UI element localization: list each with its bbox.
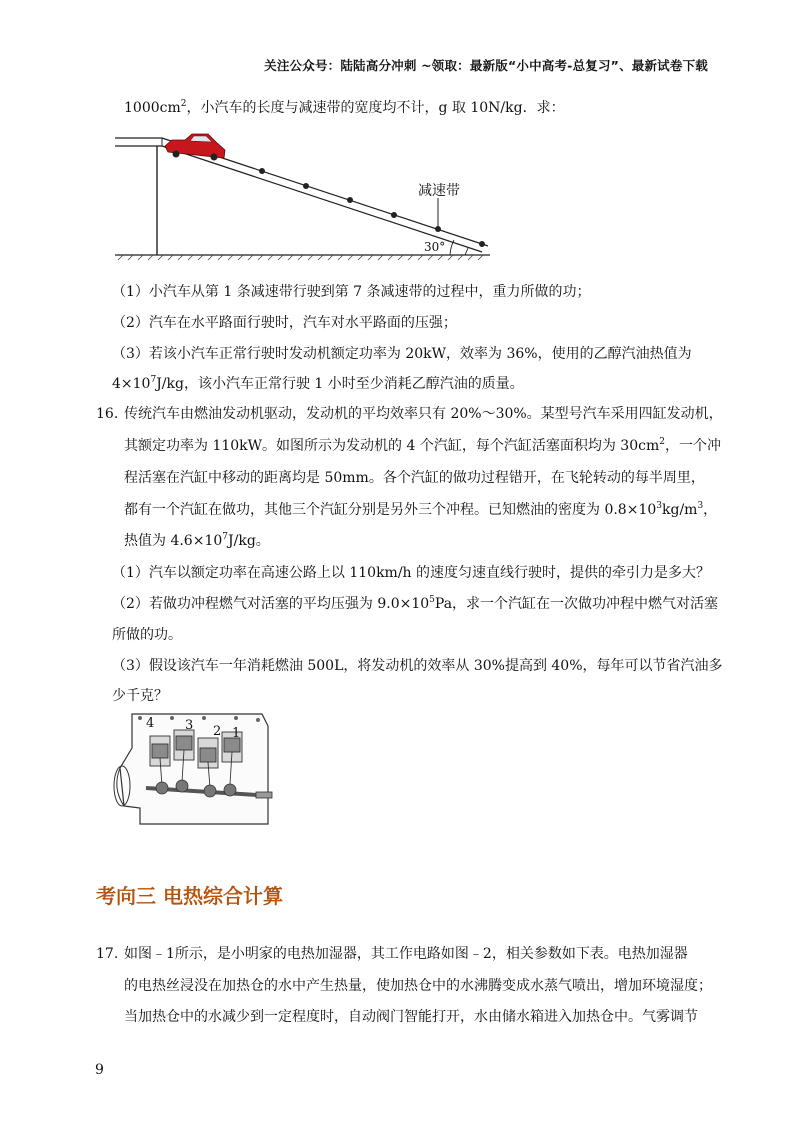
q17-line1: 如图﹣1所示，是小明家的电热加湿器，其工作电路如图﹣2，相关参数如下表。电热加湿器 (124, 946, 688, 962)
q16-line1: 传统汽车由燃油发动机驱动，发动机的平均效率只有 20%～30%。某型号汽车采用四缸发动机， (124, 406, 723, 422)
q15-part2: （2）汽车在水平路面行驶时，汽车对水平路面的压强； (112, 315, 457, 331)
q16-part2-line2: 所做的功。 (112, 627, 182, 643)
angle-label: 30° (424, 240, 446, 254)
section-title: 考向三 电热综合计算 (96, 884, 283, 908)
q16-line4: 都有一个汽缸在做功，其他三个汽缸分别是另外三个冲程。已知燃油的密度为 $0.8\times 10^3kg/m^3$， (124, 501, 718, 518)
page-header: 关注公众号：陆陆高分冲刺 ~领取：最新版“小中高考-总复习”、最新试卷下载 (264, 58, 708, 73)
q15-part3-line1: （3）若该小汽车正常行驶时发动机额定功率为 20kW，效率为 36%，使用的乙醇汽油热值为 (112, 346, 692, 362)
q15-part3-line2: $4\times 10^7J/kg$，该小汽车正常行驶 1 小时至少消耗乙醇汽油的质量。 (112, 375, 524, 392)
page-number: 9 (95, 1062, 104, 1078)
q15-part1: （1）小汽车从第 1 条减速带行驶到第 7 条减速带的过程中，重力所做的功； (112, 284, 591, 300)
q17-line3: 当加热仓中的水减少到一定程度时，自动阀门智能打开，水由储水箱进入加热仓中。气雾调节 (124, 1009, 698, 1025)
q17-line2: 的电热丝浸没在加热仓的水中产生热量，使加热仓中的水沸腾变成水蒸气喷出，增加环境湿度； (124, 978, 712, 994)
q15-intro: $1000cm^2$，小汽车的长度与减速带的宽度均不计，g 取 10N/kg．求： (124, 99, 565, 116)
cylinder-label-2: 2 (213, 724, 222, 739)
q16-number: 16. (96, 406, 119, 422)
cylinder-label-3: 3 (185, 718, 194, 733)
engine-figure (110, 708, 290, 834)
q16-line3: 程活塞在汽缸中移动的距离均是 50mm。各个汽缸的做功过程错开，在飞轮转动的每半周里， (124, 470, 705, 486)
cylinder-label-1: 1 (232, 726, 241, 741)
q16-part3-line2: 少千克？ (112, 688, 168, 704)
q16-part2: （2）若做功冲程燃气对活塞的平均压强为 $9.0\times 10^5Pa$，求一个汽缸在一次做功冲程中燃气对活塞 (112, 595, 719, 612)
q16-line2: 其额定功率为 110kW。如图所示为发动机的 4 个汽缸，每个汽缸活塞面积均为 $30cm^2$，一个冲 (124, 437, 721, 454)
q16-part3-line1: （3）假设该汽车一年消耗燃油 500L，将发动机的效率从 30%提高到 40%，每年可以节省汽油多 (112, 658, 723, 674)
speed-bump-label: 减速带 (418, 183, 460, 199)
cylinder-label-4: 4 (146, 716, 155, 731)
q17-number: 17. (96, 946, 119, 962)
q16-part1: （1）汽车以额定功率在高速公路上以 110km/h 的速度匀速直线行驶时，提供的牵引力是多大？ (112, 565, 711, 581)
q16-line5: 热值为 $4.6\times 10^7J/kg$。 (124, 532, 270, 549)
